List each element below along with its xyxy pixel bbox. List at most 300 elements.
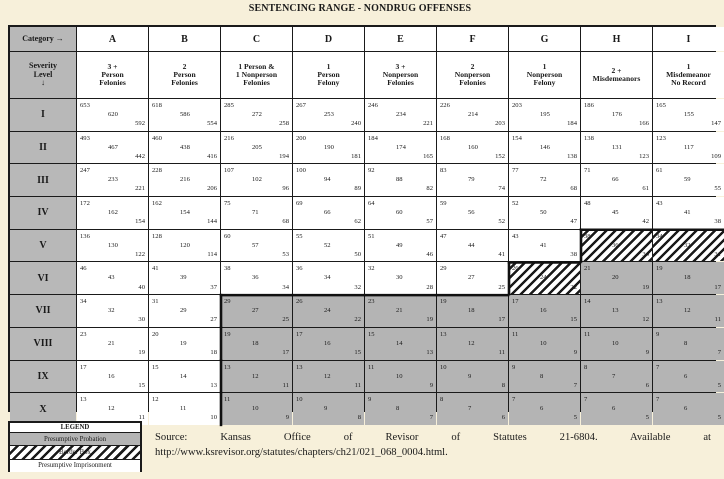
grid-cell: [365, 99, 436, 131]
sentence-months-standard: 14: [180, 372, 187, 380]
column-description-g: 1 Nonperson Felony: [509, 52, 580, 98]
grid-cell: [509, 393, 580, 425]
grid-cell: [653, 197, 724, 229]
sentence-months-aggravated: 59: [440, 200, 447, 208]
sentence-months-mitigated: 96: [282, 185, 289, 193]
sentence-months-aggravated: 12: [152, 396, 159, 404]
severity-level-vii: VII: [10, 295, 76, 327]
sentence-months-mitigated: 38: [714, 218, 721, 226]
sentence-months-mitigated: 194: [279, 152, 289, 160]
sentence-months-standard: 43: [108, 274, 115, 282]
sentence-months-mitigated: 19: [138, 348, 145, 356]
sentence-months-standard: 6: [540, 405, 544, 413]
severity-level-i: I: [10, 99, 76, 131]
sentence-months-aggravated: 460: [152, 134, 162, 142]
sentence-months-aggravated: 200: [296, 134, 306, 142]
sentence-months-standard: 66: [324, 209, 331, 217]
sentence-months-mitigated: 181: [351, 152, 361, 160]
sentence-months-standard: 8: [684, 339, 688, 347]
sentence-months-standard: 9: [324, 405, 328, 413]
sentence-months-mitigated: 12: [642, 316, 649, 324]
sentence-months-aggravated: 216: [224, 134, 234, 142]
severity-level-x: X: [10, 393, 76, 425]
severity-level-viii: VIII: [10, 328, 76, 360]
sentence-months-aggravated: 100: [296, 167, 306, 175]
sentence-months-mitigated: 15: [354, 348, 361, 356]
sentence-months-aggravated: 11: [512, 330, 519, 338]
sentence-months-mitigated: 61: [642, 185, 649, 193]
sentence-months-mitigated: 258: [279, 120, 289, 128]
column-letter-b: B: [149, 27, 220, 51]
sentence-months-standard: 88: [396, 176, 403, 184]
sentence-months-mitigated: 166: [639, 120, 649, 128]
sentence-months-aggravated: 138: [584, 134, 594, 142]
sentence-months-mitigated: 27: [210, 316, 217, 324]
sentence-months-standard: 59: [684, 176, 691, 184]
sentence-months-standard: 24: [540, 274, 547, 282]
sentence-months-aggravated: 46: [80, 265, 87, 273]
sentence-months-aggravated: 267: [296, 102, 306, 109]
legend: [8, 421, 142, 472]
grid-cell: [221, 328, 292, 360]
sentence-months-aggravated: 123: [656, 134, 666, 142]
sentence-months-aggravated: 61: [656, 167, 663, 175]
grid-cell: [365, 132, 436, 164]
sentence-months-aggravated: 9: [368, 396, 372, 404]
sentence-months-mitigated: 11: [354, 381, 361, 389]
sentence-months-standard: 49: [396, 241, 403, 249]
sentence-months-mitigated: 165: [423, 152, 433, 160]
sentence-months-mitigated: 442: [135, 152, 145, 160]
grid-cell: [221, 295, 292, 327]
grid-cell: [77, 230, 148, 262]
sentence-months-aggravated: 34: [80, 298, 87, 306]
grid-cell: [437, 328, 508, 360]
grid-cell: [365, 295, 436, 327]
sentence-months-standard: 6: [684, 372, 688, 380]
grid-cell: [581, 262, 652, 294]
severity-level-ii: II: [10, 132, 76, 164]
grid-cell: [77, 164, 148, 196]
sentence-months-standard: 18: [468, 307, 475, 315]
legend-title: LEGEND: [10, 423, 140, 433]
sentence-months-aggravated: 10: [296, 396, 303, 404]
sentence-months-mitigated: 5: [717, 414, 721, 422]
sentence-months-mitigated: 554: [207, 120, 217, 128]
sentence-months-aggravated: 17: [296, 330, 303, 338]
grid-cell: [509, 295, 580, 327]
grid-cell: [365, 164, 436, 196]
grid-cell: [221, 361, 292, 393]
grid-cell: [653, 230, 724, 262]
sentence-months-standard: 12: [468, 339, 475, 347]
sentence-months-aggravated: 168: [440, 134, 450, 142]
sentence-months-mitigated: 55: [714, 185, 721, 193]
sentence-months-mitigated: 221: [423, 120, 433, 128]
grid-cell: [149, 361, 220, 393]
sentence-months-standard: 66: [612, 176, 619, 184]
sentence-months-standard: 16: [108, 372, 115, 380]
grid-cell: [293, 164, 364, 196]
grid-cell: [581, 393, 652, 425]
sentence-months-standard: 60: [396, 209, 403, 217]
sentence-months-mitigated: 8: [501, 381, 505, 389]
sentence-months-mitigated: 7: [717, 348, 721, 356]
sentence-months-mitigated: 25: [498, 283, 505, 291]
sentence-months-standard: 79: [468, 176, 475, 184]
grid-cell: [293, 262, 364, 294]
grid-cell: [149, 230, 220, 262]
sentence-months-mitigated: 9: [285, 414, 289, 422]
grid-cell: [149, 295, 220, 327]
grid-cell: [77, 262, 148, 294]
column-letter-i: I: [653, 27, 724, 51]
grid-cell: [149, 99, 220, 131]
grid-cell: [221, 99, 292, 131]
column-letter-a: A: [77, 27, 148, 51]
sentence-months-standard: 56: [468, 209, 475, 217]
grid-cell: [221, 197, 292, 229]
sentence-months-mitigated: 28: [426, 283, 433, 291]
grid-cell: [437, 262, 508, 294]
sentence-months-standard: 272: [252, 111, 262, 118]
sentence-months-aggravated: 8: [440, 396, 444, 404]
sentence-months-aggravated: 618: [152, 102, 162, 109]
severity-level-ix: IX: [10, 361, 76, 393]
sentence-months-aggravated: 19: [224, 330, 231, 338]
grid-cell: [365, 197, 436, 229]
sentence-months-mitigated: 154: [135, 218, 145, 226]
sentence-months-aggravated: 15: [152, 363, 159, 371]
grid-cell: [509, 164, 580, 196]
sentence-months-mitigated: 5: [717, 381, 721, 389]
sentence-months-aggravated: 184: [368, 134, 378, 142]
sentence-months-mitigated: 41: [498, 250, 505, 258]
sentence-months-aggravated: 29: [440, 265, 447, 273]
grid-cell: [437, 393, 508, 425]
sentence-months-aggravated: 32: [368, 265, 375, 273]
sentence-months-mitigated: 592: [135, 120, 145, 128]
page-title: SENTENCING RANGE - NONDRUG OFFENSES: [248, 3, 472, 14]
sentence-months-standard: 45: [612, 209, 619, 217]
sentence-months-mitigated: 17: [498, 316, 505, 324]
sentence-months-aggravated: 31: [152, 298, 159, 306]
grid-cell: [293, 295, 364, 327]
grid-cell: [653, 361, 724, 393]
sentence-months-standard: 16: [540, 307, 547, 315]
sentence-months-aggravated: 7: [656, 363, 660, 371]
sentence-months-standard: 154: [180, 209, 190, 217]
grid-cell: [437, 99, 508, 131]
sentence-months-standard: 19: [180, 339, 187, 347]
sentence-months-aggravated: 48: [584, 200, 591, 208]
severity-level-vi: VI: [10, 262, 76, 294]
sentence-months-mitigated: 416: [207, 152, 217, 160]
sentence-months-standard: 586: [180, 111, 190, 118]
sentence-months-aggravated: 38: [584, 232, 591, 240]
sentence-months-aggravated: 15: [368, 330, 375, 338]
sentence-months-mitigated: 68: [282, 218, 289, 226]
sentence-months-standard: 11: [180, 405, 187, 413]
grid-cell: [149, 328, 220, 360]
sentence-months-aggravated: 19: [656, 265, 663, 273]
severity-level-v: V: [10, 230, 76, 262]
sentence-months-aggravated: 8: [584, 363, 588, 371]
sentence-months-standard: 36: [252, 274, 259, 282]
grid-cell: [221, 230, 292, 262]
sentence-months-standard: 10: [540, 339, 547, 347]
column-description-a: 3 + Person Felonies: [77, 52, 148, 98]
sentence-months-aggravated: 26: [296, 298, 303, 306]
sentence-months-standard: 117: [684, 143, 694, 151]
sentence-months-standard: 16: [324, 339, 331, 347]
sentence-months-mitigated: 42: [642, 218, 649, 226]
sentence-months-mitigated: 11: [138, 414, 145, 422]
sentence-months-standard: 174: [396, 143, 406, 151]
column-letter-d: D: [293, 27, 364, 51]
grid-cell: [365, 262, 436, 294]
severity-level-iii: III: [10, 164, 76, 196]
sentence-months-mitigated: 203: [495, 120, 505, 128]
sentence-months-aggravated: 92: [368, 167, 375, 175]
sentence-months-aggravated: 7: [512, 396, 516, 404]
sentence-months-aggravated: 7: [656, 396, 660, 404]
sentence-months-standard: 146: [540, 143, 550, 151]
grid-cell: [437, 197, 508, 229]
sentence-months-standard: 18: [684, 274, 691, 282]
grid-cell: [437, 132, 508, 164]
sentence-months-standard: 12: [684, 307, 691, 315]
sentence-months-aggravated: 71: [584, 167, 591, 175]
sentence-months-aggravated: 47: [440, 232, 447, 240]
column-description-d: 1 Person Felony: [293, 52, 364, 98]
sentence-months-aggravated: 23: [80, 330, 87, 338]
grid-cell: [653, 99, 724, 131]
grid-cell: [149, 262, 220, 294]
sentence-months-mitigated: 11: [498, 348, 505, 356]
sentence-months-standard: 32: [108, 307, 115, 315]
sentence-months-mitigated: 68: [570, 185, 577, 193]
sentence-months-mitigated: 22: [354, 316, 361, 324]
grid-cell: [581, 328, 652, 360]
sentence-months-standard: 36: [612, 241, 619, 249]
sentence-months-mitigated: 31: [714, 250, 721, 258]
grid-cell: [149, 197, 220, 229]
sentence-months-aggravated: 13: [656, 298, 663, 306]
sentence-months-standard: 27: [468, 274, 475, 282]
sentence-months-aggravated: 162: [152, 200, 162, 208]
sentence-months-aggravated: 11: [224, 396, 231, 404]
grid-cell: [293, 361, 364, 393]
sentencing-grid: [8, 25, 721, 422]
sentence-months-mitigated: 32: [354, 283, 361, 291]
sentence-months-standard: 41: [540, 241, 547, 249]
sentence-months-aggravated: 172: [80, 200, 90, 208]
sentence-months-mitigated: 8: [357, 414, 361, 422]
legend-label: Border Box: [59, 448, 91, 456]
sentence-months-aggravated: 60: [224, 232, 231, 240]
sentence-months-mitigated: 6: [645, 381, 649, 389]
sentence-months-mitigated: 7: [429, 414, 433, 422]
sentence-months-standard: 34: [324, 274, 331, 282]
sentence-months-mitigated: 57: [426, 218, 433, 226]
sentence-months-standard: 24: [324, 307, 331, 315]
sentence-months-mitigated: 25: [282, 316, 289, 324]
legend-item-border-box: [10, 446, 140, 459]
grid-cell: [365, 328, 436, 360]
sentence-months-standard: 7: [468, 405, 472, 413]
sentence-months-standard: 18: [252, 339, 259, 347]
sentence-months-aggravated: 14: [584, 298, 591, 306]
sentence-months-standard: 10: [396, 372, 403, 380]
sentence-months-standard: 94: [324, 176, 331, 184]
grid-cell: [365, 361, 436, 393]
sentence-months-standard: 467: [108, 143, 118, 151]
sentence-months-standard: 12: [108, 405, 115, 413]
sentence-months-mitigated: 38: [570, 250, 577, 258]
column-letter-h: H: [581, 27, 652, 51]
grid-cell: [293, 230, 364, 262]
column-description-i: 1 Misdemeanor No Record: [653, 52, 724, 98]
sentence-months-mitigated: 18: [210, 348, 217, 356]
grid-cell: [221, 262, 292, 294]
sentence-months-mitigated: 17: [714, 283, 721, 291]
sentence-months-mitigated: 221: [135, 185, 145, 193]
grid-cell: [437, 230, 508, 262]
sentence-months-aggravated: 34: [656, 232, 663, 240]
sentence-months-mitigated: 15: [570, 316, 577, 324]
grid-cell: [221, 393, 292, 425]
sentence-months-aggravated: 83: [440, 167, 447, 175]
legend-label: Presumptive Probation: [43, 435, 107, 443]
grid-cell: [653, 393, 724, 425]
sentence-months-standard: 438: [180, 143, 190, 151]
sentence-months-standard: 6: [612, 405, 616, 413]
grid-cell: [437, 295, 508, 327]
sentence-months-aggravated: 154: [512, 134, 522, 142]
sentence-months-mitigated: 34: [282, 283, 289, 291]
sentence-months-aggravated: 13: [80, 396, 87, 404]
sentence-months-mitigated: 47: [570, 218, 577, 226]
sentence-months-mitigated: 62: [354, 218, 361, 226]
sentence-months-aggravated: 165: [656, 102, 666, 109]
sentence-months-mitigated: 30: [138, 316, 145, 324]
sentence-months-mitigated: 22: [570, 283, 577, 291]
grid-cell: [653, 132, 724, 164]
sentence-months-aggravated: 9: [656, 330, 660, 338]
sentence-months-mitigated: 109: [711, 152, 721, 160]
legend-item-presumptive-imprisonment: [10, 460, 140, 472]
grid-cell: [437, 361, 508, 393]
sentence-months-aggravated: 77: [512, 167, 519, 175]
sentence-months-standard: 160: [468, 143, 478, 151]
sentence-months-aggravated: 20: [152, 330, 159, 338]
sentence-months-aggravated: 64: [368, 200, 375, 208]
sentence-months-standard: 30: [396, 274, 403, 282]
sentence-months-mitigated: 9: [429, 381, 433, 389]
sentence-months-aggravated: 11: [368, 363, 375, 371]
grid-cell: [581, 230, 652, 262]
sentence-months-aggravated: 26: [512, 265, 519, 273]
sentence-months-mitigated: 11: [714, 316, 721, 324]
sentence-months-aggravated: 247: [80, 167, 90, 175]
sentence-months-aggravated: 51: [368, 232, 375, 240]
grid-cell: [653, 295, 724, 327]
sentence-months-mitigated: 122: [135, 250, 145, 258]
sentence-months-standard: 130: [108, 241, 118, 249]
sentence-months-standard: 41: [684, 209, 691, 217]
sentence-months-standard: 71: [252, 209, 259, 217]
grid-cell: [77, 99, 148, 131]
sentence-months-standard: 6: [684, 405, 688, 413]
sentence-months-aggravated: 21: [584, 265, 591, 273]
grid-cell: [293, 99, 364, 131]
grid-cell: [77, 328, 148, 360]
grid-cell: [293, 328, 364, 360]
sentence-months-aggravated: 13: [296, 363, 303, 371]
sentence-months-mitigated: 15: [138, 381, 145, 389]
sentence-months-standard: 205: [252, 143, 262, 151]
sentence-months-aggravated: 11: [584, 330, 591, 338]
sentence-months-standard: 176: [612, 111, 622, 118]
sentence-months-mitigated: 17: [282, 348, 289, 356]
sentence-months-aggravated: 226: [440, 102, 450, 109]
sentence-months-mitigated: 123: [639, 152, 649, 160]
legend-label: Presumptive Imprisonment: [38, 462, 112, 470]
grid-cell: [509, 99, 580, 131]
grid-cell: [293, 132, 364, 164]
grid-cell: [581, 164, 652, 196]
sentence-months-mitigated: 138: [567, 152, 577, 160]
grid-cell: [509, 230, 580, 262]
column-description-e: 3 + Nonperson Felonies: [365, 52, 436, 98]
sentence-months-mitigated: 206: [207, 185, 217, 193]
grid-cell: [221, 132, 292, 164]
sentence-months-standard: 8: [540, 372, 544, 380]
sentence-months-aggravated: 13: [440, 330, 447, 338]
sentence-months-mitigated: 46: [426, 250, 433, 258]
grid-cell: [581, 99, 652, 131]
grid-cell: [509, 262, 580, 294]
grid-cell: [293, 393, 364, 425]
sentence-months-standard: 102: [252, 176, 262, 184]
sentence-months-standard: 32: [684, 241, 691, 249]
sentence-months-aggravated: 653: [80, 102, 90, 109]
sentence-months-standard: 10: [612, 339, 619, 347]
column-letter-f: F: [437, 27, 508, 51]
sentence-months-standard: 21: [108, 339, 115, 347]
sentence-months-standard: 14: [396, 339, 403, 347]
sentence-months-mitigated: 152: [495, 152, 505, 160]
grid-cell: [77, 132, 148, 164]
sentence-months-aggravated: 136: [80, 232, 90, 240]
sentence-months-mitigated: 5: [645, 414, 649, 422]
grid-cell: [509, 132, 580, 164]
sentence-months-standard: 10: [252, 405, 259, 413]
sentence-months-mitigated: 10: [210, 414, 217, 422]
sentence-months-standard: 72: [540, 176, 547, 184]
sentence-months-aggravated: 52: [512, 200, 519, 208]
sentence-months-standard: 195: [540, 111, 550, 118]
sentence-months-aggravated: 17: [80, 363, 87, 371]
grid-cell: [77, 197, 148, 229]
sentence-months-aggravated: 36: [296, 265, 303, 273]
sentence-months-standard: 620: [108, 111, 118, 118]
sentence-months-aggravated: 23: [368, 298, 375, 306]
sentence-months-standard: 131: [612, 143, 622, 151]
grid-cell: [581, 132, 652, 164]
column-letter-c: C: [221, 27, 292, 51]
